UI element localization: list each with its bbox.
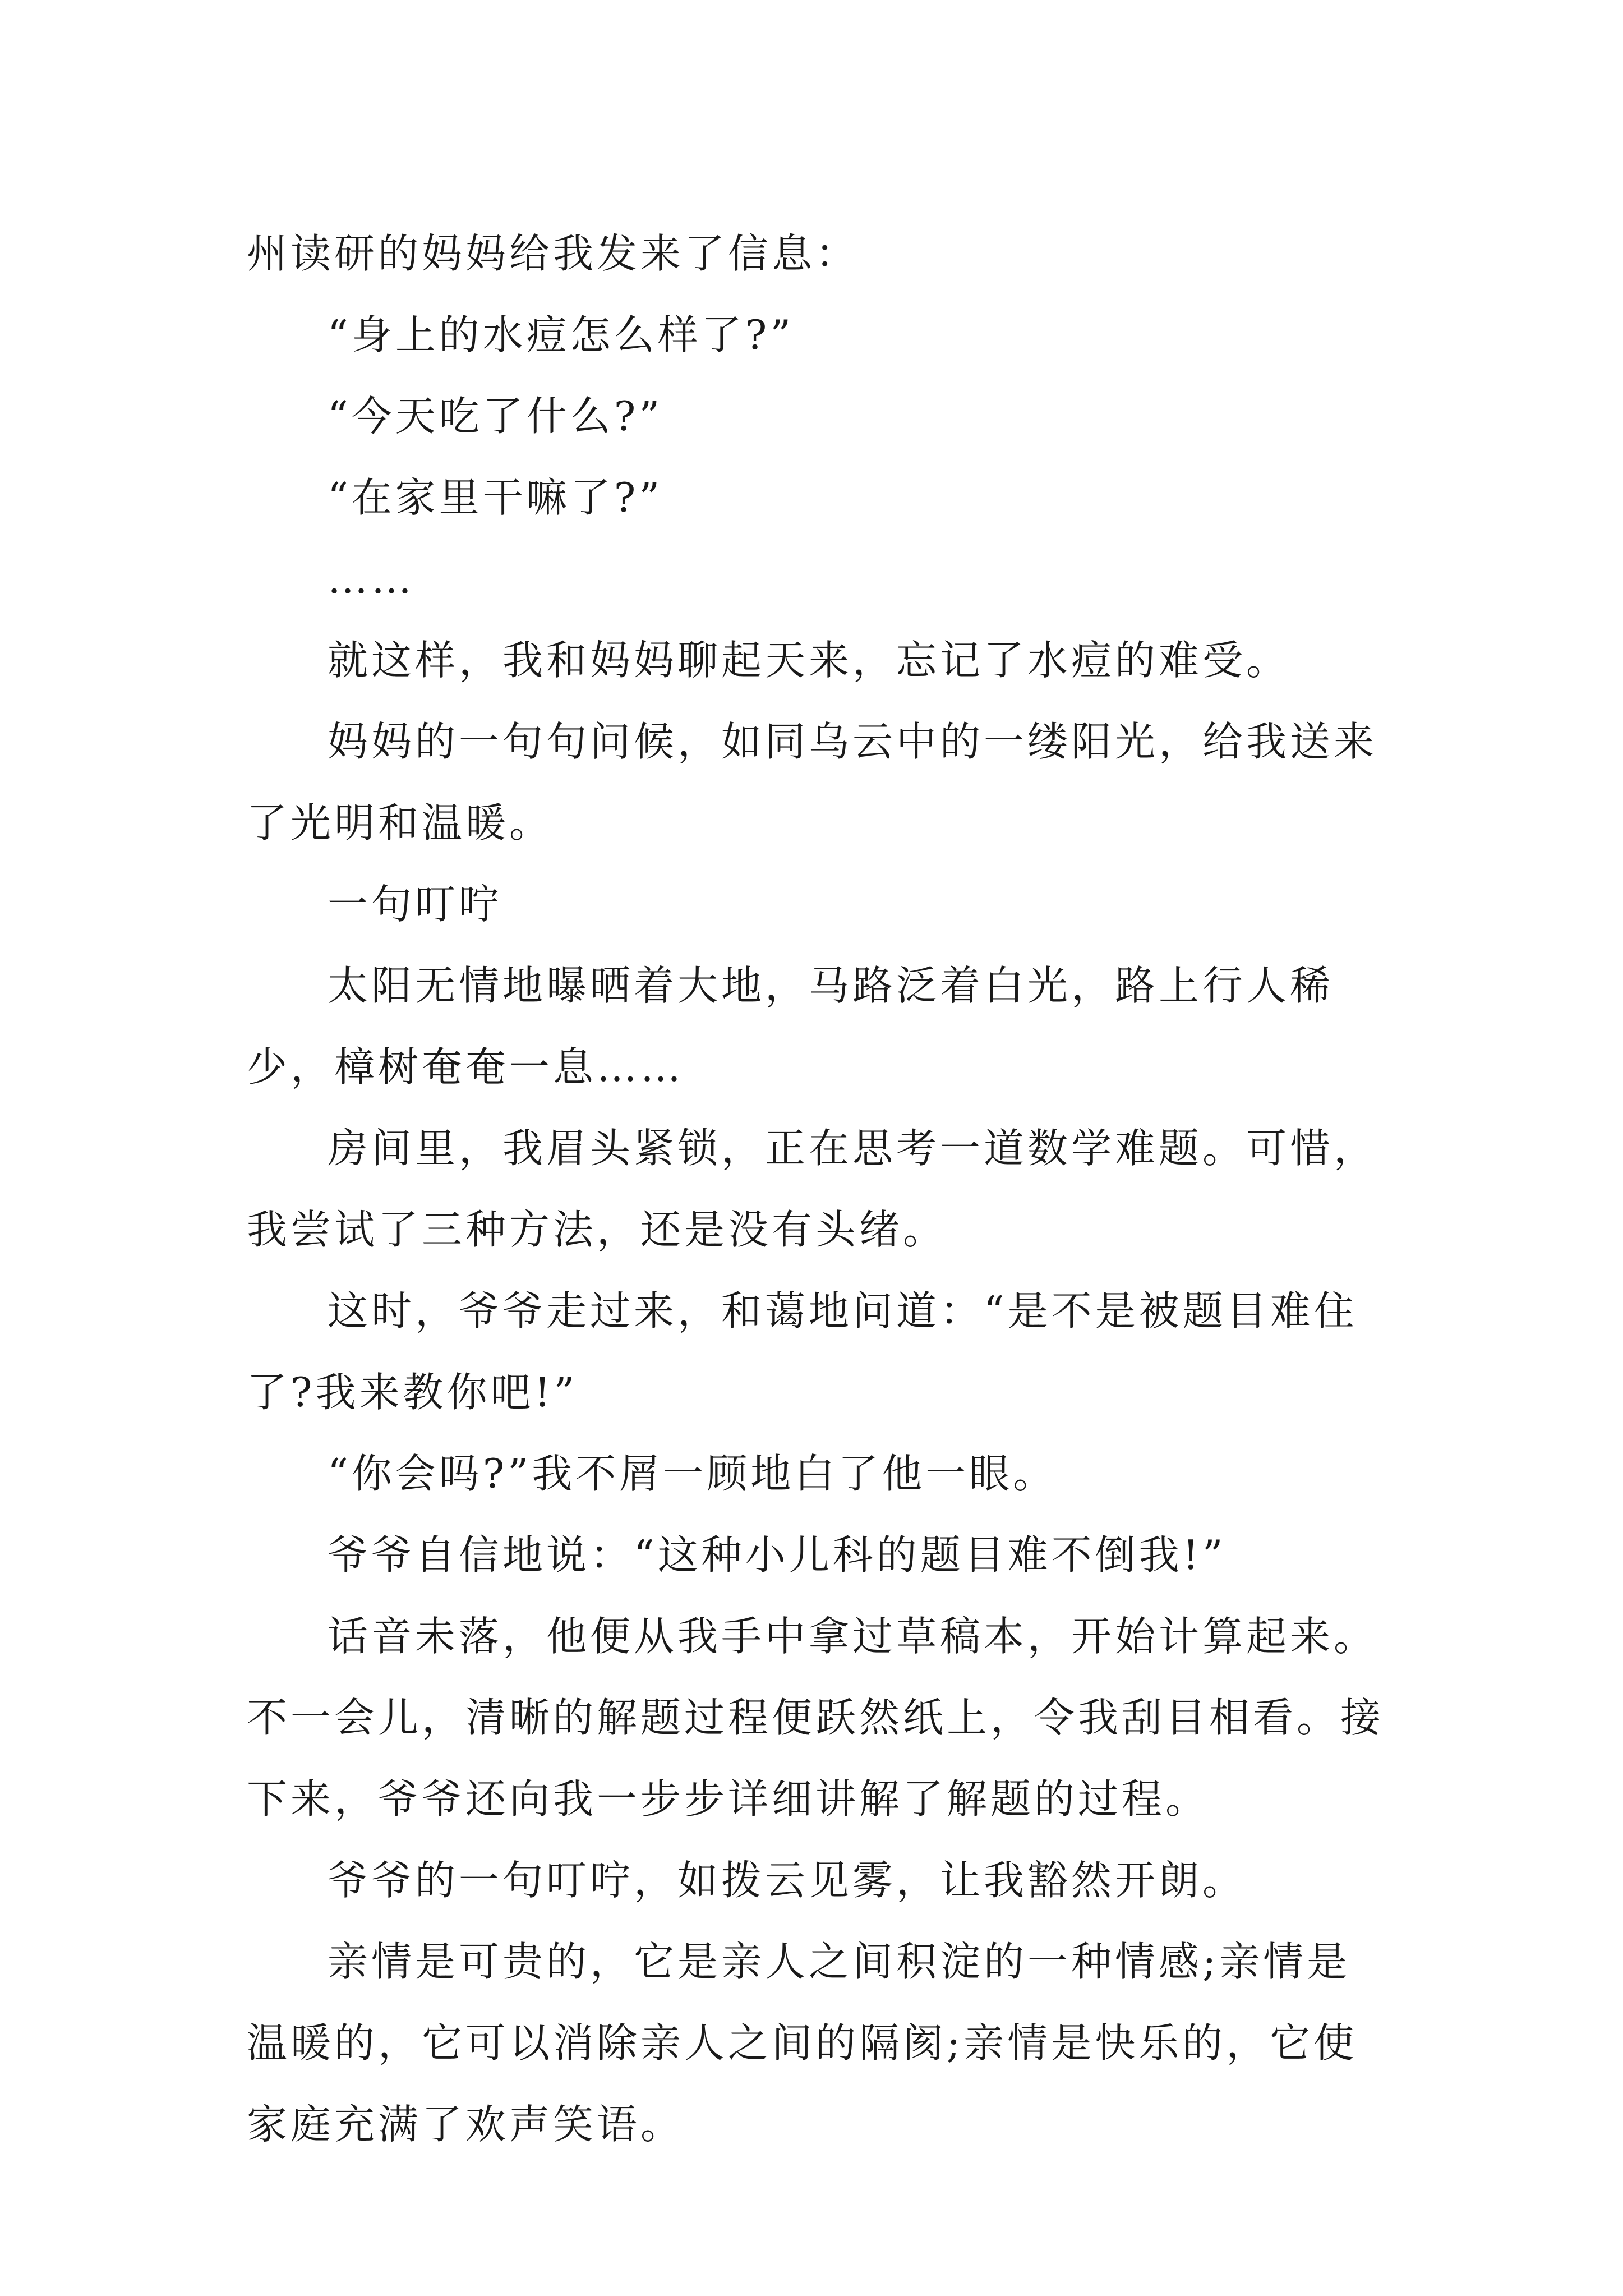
paragraph: 州读研的妈妈给我发来了信息： — [247, 230, 860, 277]
paragraph: “身上的水痘怎么样了?” — [328, 311, 795, 358]
paragraph: 房间里，我眉头紧锁，正在思考一道数学难题。可惜，我尝试了三种方法，还是没有头绪。 — [247, 1125, 1378, 1253]
paragraph: “今天吃了什么?” — [328, 393, 663, 440]
paragraph: 妈妈的一句句问候，如同乌云中的一缕阳光，给我送来了光明和温暖。 — [247, 718, 1378, 846]
paragraph: …… — [328, 555, 415, 602]
paragraph: 话音未落，他便从我手中拿过草稿本，开始计算起来。不一会儿，清晰的解题过程便跃然纸上，令我刮目相看。接下来，爷爷还向我一步步详细讲解了解题的过程。 — [247, 1613, 1385, 1823]
paragraph: 就这样，我和妈妈聊起天来，忘记了水痘的难受。 — [328, 637, 1290, 684]
paragraph: 亲情是可贵的，它是亲人之间积淀的一种情感;亲情是温暖的，它可以消除亲人之间的隔阂;亲情是快乐的，它使家庭充满了欢声笑语。 — [247, 1938, 1358, 2148]
paragraph: “你会吗?”我不屑一顾地白了他一眼。 — [328, 1450, 1057, 1497]
paragraph: 这时，爷爷走过来，和蔼地问道：“是不是被题目难住了?我来教你吧!” — [247, 1287, 1358, 1416]
paragraph: 爷爷自信地说：“这种小儿科的题目难不倒我!” — [328, 1531, 1227, 1579]
paragraph: 太阳无情地曝晒着大地，马路泛着白光，路上行人稀少，樟树奄奄一息…… — [247, 962, 1334, 1091]
paragraph: “在家里干嘛了?” — [328, 474, 663, 521]
paragraph: 爷爷的一句叮咛，如拨云见雾，让我豁然开朗。 — [328, 1857, 1247, 1904]
document-body — [247, 213, 1391, 2165]
section-heading: 一句叮咛 — [328, 881, 503, 928]
